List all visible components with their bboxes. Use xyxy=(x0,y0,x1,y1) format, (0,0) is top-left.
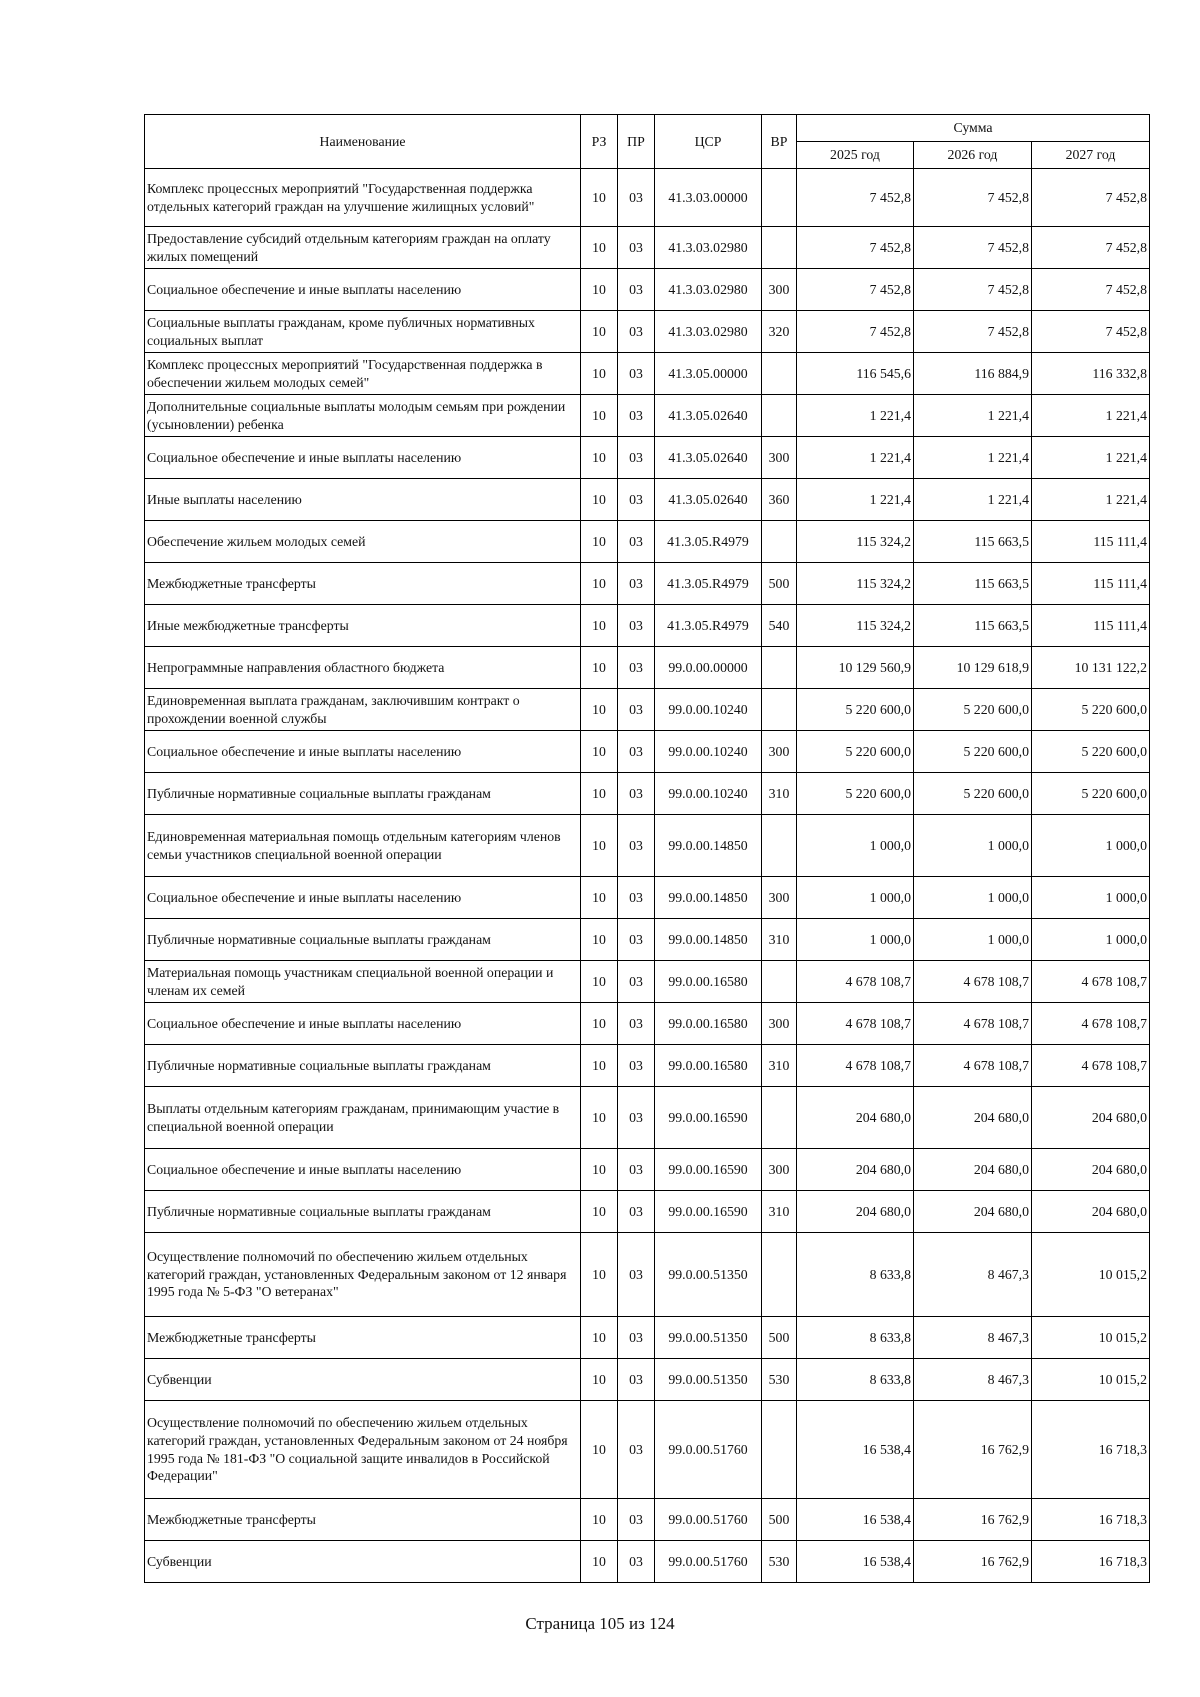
table-row xyxy=(145,919,1150,961)
cell-sum-2027: 16 718,3 xyxy=(1032,1499,1150,1541)
cell-pr: 03 xyxy=(618,1233,655,1317)
cell-name: Выплаты отдельным категориям гражданам, принимающим участие в специальной военной операции xyxy=(145,1087,581,1149)
cell-vr: 310 xyxy=(762,773,797,815)
cell-sum-2025: 116 545,6 xyxy=(797,353,914,395)
header-vr: ВР xyxy=(762,115,797,169)
cell-sum-2025: 16 538,4 xyxy=(797,1499,914,1541)
cell-pr: 03 xyxy=(618,479,655,521)
cell-csr: 99.0.00.14850 xyxy=(655,815,762,877)
cell-csr: 41.3.03.02980 xyxy=(655,269,762,311)
table-row xyxy=(145,815,1150,877)
cell-csr: 99.0.00.10240 xyxy=(655,689,762,731)
cell-sum-2025: 204 680,0 xyxy=(797,1087,914,1149)
cell-sum-2027: 7 452,8 xyxy=(1032,169,1150,227)
cell-vr: 300 xyxy=(762,1003,797,1045)
cell-rz: 10 xyxy=(581,1045,618,1087)
cell-pr: 03 xyxy=(618,1149,655,1191)
cell-sum-2025: 7 452,8 xyxy=(797,311,914,353)
cell-sum-2026: 115 663,5 xyxy=(914,563,1032,605)
cell-sum-2027: 115 111,4 xyxy=(1032,521,1150,563)
cell-sum-2026: 16 762,9 xyxy=(914,1401,1032,1499)
cell-rz: 10 xyxy=(581,395,618,437)
cell-name: Межбюджетные трансферты xyxy=(145,1499,581,1541)
cell-name: Социальное обеспечение и иные выплаты населению xyxy=(145,437,581,479)
table-row xyxy=(145,227,1150,269)
cell-pr: 03 xyxy=(618,647,655,689)
cell-vr xyxy=(762,227,797,269)
cell-pr: 03 xyxy=(618,269,655,311)
cell-sum-2025: 1 000,0 xyxy=(797,919,914,961)
cell-vr xyxy=(762,1233,797,1317)
cell-pr: 03 xyxy=(618,395,655,437)
cell-rz: 10 xyxy=(581,773,618,815)
cell-csr: 41.3.05.02640 xyxy=(655,479,762,521)
cell-name: Иные выплаты населению xyxy=(145,479,581,521)
cell-pr: 03 xyxy=(618,1541,655,1583)
cell-sum-2027: 115 111,4 xyxy=(1032,563,1150,605)
cell-sum-2026: 115 663,5 xyxy=(914,605,1032,647)
cell-sum-2026: 7 452,8 xyxy=(914,269,1032,311)
cell-vr: 300 xyxy=(762,877,797,919)
cell-rz: 10 xyxy=(581,1191,618,1233)
cell-csr: 99.0.00.16580 xyxy=(655,1045,762,1087)
cell-sum-2026: 204 680,0 xyxy=(914,1087,1032,1149)
cell-pr: 03 xyxy=(618,521,655,563)
table-row xyxy=(145,1003,1150,1045)
cell-csr: 99.0.00.14850 xyxy=(655,919,762,961)
cell-sum-2027: 16 718,3 xyxy=(1032,1401,1150,1499)
cell-vr xyxy=(762,353,797,395)
cell-vr xyxy=(762,1401,797,1499)
cell-name: Публичные нормативные социальные выплаты гражданам xyxy=(145,919,581,961)
cell-name: Иные межбюджетные трансферты xyxy=(145,605,581,647)
cell-vr: 310 xyxy=(762,1191,797,1233)
table-row xyxy=(145,521,1150,563)
cell-csr: 99.0.00.16590 xyxy=(655,1149,762,1191)
cell-sum-2025: 5 220 600,0 xyxy=(797,773,914,815)
cell-rz: 10 xyxy=(581,479,618,521)
cell-rz: 10 xyxy=(581,1317,618,1359)
cell-rz: 10 xyxy=(581,731,618,773)
cell-sum-2026: 7 452,8 xyxy=(914,169,1032,227)
cell-csr: 99.0.00.14850 xyxy=(655,877,762,919)
cell-sum-2027: 4 678 108,7 xyxy=(1032,961,1150,1003)
cell-rz: 10 xyxy=(581,1359,618,1401)
cell-vr: 500 xyxy=(762,1499,797,1541)
cell-sum-2025: 10 129 560,9 xyxy=(797,647,914,689)
cell-name: Публичные нормативные социальные выплаты гражданам xyxy=(145,1045,581,1087)
cell-pr: 03 xyxy=(618,1499,655,1541)
cell-sum-2025: 5 220 600,0 xyxy=(797,689,914,731)
cell-csr: 41.3.05.R4979 xyxy=(655,521,762,563)
cell-pr: 03 xyxy=(618,227,655,269)
cell-vr: 310 xyxy=(762,1045,797,1087)
cell-rz: 10 xyxy=(581,1149,618,1191)
cell-sum-2026: 4 678 108,7 xyxy=(914,961,1032,1003)
cell-sum-2027: 115 111,4 xyxy=(1032,605,1150,647)
cell-rz: 10 xyxy=(581,605,618,647)
cell-vr xyxy=(762,815,797,877)
cell-rz: 10 xyxy=(581,1087,618,1149)
cell-csr: 41.3.05.00000 xyxy=(655,353,762,395)
cell-sum-2025: 1 221,4 xyxy=(797,437,914,479)
cell-sum-2027: 10 131 122,2 xyxy=(1032,647,1150,689)
cell-csr: 41.3.05.R4979 xyxy=(655,563,762,605)
table-row xyxy=(145,1317,1150,1359)
cell-csr: 99.0.00.16580 xyxy=(655,961,762,1003)
cell-name: Предоставление субсидий отдельным категориям граждан на оплату жилых помещений xyxy=(145,227,581,269)
cell-sum-2026: 16 762,9 xyxy=(914,1499,1032,1541)
cell-pr: 03 xyxy=(618,1003,655,1045)
cell-sum-2026: 8 467,3 xyxy=(914,1359,1032,1401)
cell-pr: 03 xyxy=(618,1045,655,1087)
table-row xyxy=(145,1149,1150,1191)
cell-csr: 99.0.00.10240 xyxy=(655,773,762,815)
cell-sum-2027: 5 220 600,0 xyxy=(1032,773,1150,815)
cell-sum-2026: 1 000,0 xyxy=(914,877,1032,919)
cell-vr: 300 xyxy=(762,437,797,479)
table-row xyxy=(145,1087,1150,1149)
cell-sum-2025: 8 633,8 xyxy=(797,1359,914,1401)
header-name: Наименование xyxy=(145,115,581,169)
cell-vr xyxy=(762,961,797,1003)
cell-name: Осуществление полномочий по обеспечению жильем отдельных категорий граждан, установленных Федеральным законом от 12 января 1995 года № 5-ФЗ "О ветеранах" xyxy=(145,1233,581,1317)
cell-sum-2026: 1 000,0 xyxy=(914,919,1032,961)
cell-pr: 03 xyxy=(618,815,655,877)
budget-table xyxy=(144,114,1150,1583)
table-body xyxy=(145,169,1150,1583)
cell-csr: 99.0.00.16590 xyxy=(655,1087,762,1149)
table-row xyxy=(145,605,1150,647)
cell-name: Материальная помощь участникам специальной военной операции и членам их семей xyxy=(145,961,581,1003)
cell-vr: 500 xyxy=(762,563,797,605)
header-rz: РЗ xyxy=(581,115,618,169)
cell-sum-2027: 10 015,2 xyxy=(1032,1359,1150,1401)
cell-pr: 03 xyxy=(618,1317,655,1359)
table-row xyxy=(145,1233,1150,1317)
cell-vr: 300 xyxy=(762,731,797,773)
cell-sum-2025: 1 221,4 xyxy=(797,395,914,437)
cell-sum-2026: 5 220 600,0 xyxy=(914,731,1032,773)
header-sum: Сумма xyxy=(797,115,1150,142)
cell-sum-2025: 1 000,0 xyxy=(797,877,914,919)
cell-csr: 99.0.00.51760 xyxy=(655,1401,762,1499)
cell-sum-2026: 10 129 618,9 xyxy=(914,647,1032,689)
cell-sum-2026: 204 680,0 xyxy=(914,1191,1032,1233)
cell-sum-2027: 5 220 600,0 xyxy=(1032,689,1150,731)
table-row xyxy=(145,437,1150,479)
cell-sum-2025: 7 452,8 xyxy=(797,269,914,311)
cell-sum-2027: 4 678 108,7 xyxy=(1032,1045,1150,1087)
cell-csr: 41.3.05.02640 xyxy=(655,395,762,437)
cell-csr: 99.0.00.16580 xyxy=(655,1003,762,1045)
cell-rz: 10 xyxy=(581,269,618,311)
cell-sum-2027: 4 678 108,7 xyxy=(1032,1003,1150,1045)
cell-sum-2027: 7 452,8 xyxy=(1032,269,1150,311)
cell-rz: 10 xyxy=(581,437,618,479)
cell-pr: 03 xyxy=(618,353,655,395)
table-row xyxy=(145,647,1150,689)
cell-sum-2027: 1 221,4 xyxy=(1032,437,1150,479)
cell-name: Социальное обеспечение и иные выплаты населению xyxy=(145,1149,581,1191)
cell-sum-2025: 115 324,2 xyxy=(797,563,914,605)
cell-rz: 10 xyxy=(581,353,618,395)
header-row-top xyxy=(145,115,1150,142)
cell-name: Дополнительные социальные выплаты молодым семьям при рождении (усыновлении) ребенка xyxy=(145,395,581,437)
cell-vr xyxy=(762,647,797,689)
cell-vr: 530 xyxy=(762,1359,797,1401)
cell-sum-2027: 7 452,8 xyxy=(1032,227,1150,269)
cell-name: Публичные нормативные социальные выплаты гражданам xyxy=(145,1191,581,1233)
table-row xyxy=(145,731,1150,773)
cell-sum-2026: 115 663,5 xyxy=(914,521,1032,563)
cell-vr: 500 xyxy=(762,1317,797,1359)
cell-sum-2026: 204 680,0 xyxy=(914,1149,1032,1191)
cell-pr: 03 xyxy=(618,877,655,919)
cell-rz: 10 xyxy=(581,311,618,353)
cell-sum-2025: 4 678 108,7 xyxy=(797,961,914,1003)
cell-pr: 03 xyxy=(618,1087,655,1149)
cell-sum-2025: 7 452,8 xyxy=(797,227,914,269)
cell-csr: 41.3.03.02980 xyxy=(655,227,762,269)
cell-sum-2027: 1 221,4 xyxy=(1032,479,1150,521)
cell-rz: 10 xyxy=(581,1233,618,1317)
cell-name: Социальное обеспечение и иные выплаты населению xyxy=(145,731,581,773)
cell-name: Социальное обеспечение и иные выплаты населению xyxy=(145,269,581,311)
cell-rz: 10 xyxy=(581,1401,618,1499)
cell-rz: 10 xyxy=(581,1003,618,1045)
cell-vr xyxy=(762,689,797,731)
cell-sum-2026: 8 467,3 xyxy=(914,1233,1032,1317)
cell-name: Субвенции xyxy=(145,1541,581,1583)
table-row xyxy=(145,1541,1150,1583)
cell-sum-2026: 5 220 600,0 xyxy=(914,689,1032,731)
cell-sum-2025: 115 324,2 xyxy=(797,605,914,647)
table-row xyxy=(145,311,1150,353)
cell-sum-2025: 8 633,8 xyxy=(797,1317,914,1359)
cell-sum-2027: 1 221,4 xyxy=(1032,395,1150,437)
header-csr: ЦСР xyxy=(655,115,762,169)
cell-vr: 300 xyxy=(762,1149,797,1191)
cell-sum-2026: 7 452,8 xyxy=(914,311,1032,353)
cell-csr: 99.0.00.51760 xyxy=(655,1541,762,1583)
cell-sum-2027: 10 015,2 xyxy=(1032,1233,1150,1317)
cell-name: Публичные нормативные социальные выплаты гражданам xyxy=(145,773,581,815)
cell-pr: 03 xyxy=(618,605,655,647)
cell-name: Обеспечение жильем молодых семей xyxy=(145,521,581,563)
cell-vr: 320 xyxy=(762,311,797,353)
cell-rz: 10 xyxy=(581,563,618,605)
cell-sum-2026: 5 220 600,0 xyxy=(914,773,1032,815)
cell-sum-2027: 7 452,8 xyxy=(1032,311,1150,353)
cell-sum-2026: 1 221,4 xyxy=(914,395,1032,437)
cell-pr: 03 xyxy=(618,919,655,961)
cell-sum-2027: 16 718,3 xyxy=(1032,1541,1150,1583)
header-pr: ПР xyxy=(618,115,655,169)
cell-name: Комплекс процессных мероприятий "Государственная поддержка в обеспечении жильем молодых семей" xyxy=(145,353,581,395)
cell-csr: 99.0.00.51350 xyxy=(655,1233,762,1317)
table-row xyxy=(145,1045,1150,1087)
table-row xyxy=(145,395,1150,437)
cell-name: Субвенции xyxy=(145,1359,581,1401)
cell-sum-2025: 16 538,4 xyxy=(797,1401,914,1499)
cell-vr: 530 xyxy=(762,1541,797,1583)
cell-rz: 10 xyxy=(581,689,618,731)
cell-rz: 10 xyxy=(581,815,618,877)
cell-sum-2026: 16 762,9 xyxy=(914,1541,1032,1583)
cell-rz: 10 xyxy=(581,647,618,689)
cell-sum-2026: 4 678 108,7 xyxy=(914,1003,1032,1045)
cell-sum-2026: 4 678 108,7 xyxy=(914,1045,1032,1087)
table-row xyxy=(145,169,1150,227)
cell-name: Комплекс процессных мероприятий "Государственная поддержка отдельных категорий граждан на улучшение жилищных условий" xyxy=(145,169,581,227)
cell-sum-2027: 5 220 600,0 xyxy=(1032,731,1150,773)
budget-sheet xyxy=(144,114,1149,1583)
table-row xyxy=(145,353,1150,395)
cell-sum-2025: 204 680,0 xyxy=(797,1191,914,1233)
cell-vr: 360 xyxy=(762,479,797,521)
cell-csr: 41.3.05.02640 xyxy=(655,437,762,479)
cell-pr: 03 xyxy=(618,773,655,815)
cell-csr: 99.0.00.51350 xyxy=(655,1359,762,1401)
cell-sum-2027: 1 000,0 xyxy=(1032,877,1150,919)
cell-csr: 41.3.03.00000 xyxy=(655,169,762,227)
cell-sum-2026: 1 000,0 xyxy=(914,815,1032,877)
cell-pr: 03 xyxy=(618,1401,655,1499)
cell-csr: 99.0.00.51760 xyxy=(655,1499,762,1541)
cell-name: Непрограммные направления областного бюджета xyxy=(145,647,581,689)
cell-rz: 10 xyxy=(581,227,618,269)
cell-rz: 10 xyxy=(581,919,618,961)
cell-vr: 300 xyxy=(762,269,797,311)
cell-csr: 99.0.00.16590 xyxy=(655,1191,762,1233)
cell-rz: 10 xyxy=(581,1499,618,1541)
cell-pr: 03 xyxy=(618,731,655,773)
cell-name: Межбюджетные трансферты xyxy=(145,563,581,605)
table-row xyxy=(145,563,1150,605)
header-year-2025: 2025 год xyxy=(797,142,914,169)
cell-sum-2027: 1 000,0 xyxy=(1032,815,1150,877)
cell-csr: 41.3.03.02980 xyxy=(655,311,762,353)
cell-rz: 10 xyxy=(581,877,618,919)
cell-rz: 10 xyxy=(581,169,618,227)
cell-name: Социальное обеспечение и иные выплаты населению xyxy=(145,1003,581,1045)
cell-name: Единовременная материальная помощь отдельным категориям членов семьи участников специальной военной операции xyxy=(145,815,581,877)
cell-rz: 10 xyxy=(581,1541,618,1583)
table-row xyxy=(145,877,1150,919)
cell-sum-2025: 7 452,8 xyxy=(797,169,914,227)
cell-rz: 10 xyxy=(581,961,618,1003)
cell-sum-2027: 204 680,0 xyxy=(1032,1087,1150,1149)
table-row xyxy=(145,689,1150,731)
cell-sum-2025: 8 633,8 xyxy=(797,1233,914,1317)
cell-csr: 41.3.05.R4979 xyxy=(655,605,762,647)
table-row xyxy=(145,1359,1150,1401)
cell-rz: 10 xyxy=(581,521,618,563)
cell-vr xyxy=(762,521,797,563)
cell-pr: 03 xyxy=(618,437,655,479)
cell-sum-2026: 7 452,8 xyxy=(914,227,1032,269)
header-year-2027: 2027 год xyxy=(1032,142,1150,169)
cell-sum-2027: 116 332,8 xyxy=(1032,353,1150,395)
cell-pr: 03 xyxy=(618,1191,655,1233)
cell-name: Социальные выплаты гражданам, кроме публичных нормативных социальных выплат xyxy=(145,311,581,353)
cell-sum-2026: 1 221,4 xyxy=(914,479,1032,521)
cell-pr: 03 xyxy=(618,563,655,605)
cell-sum-2025: 115 324,2 xyxy=(797,521,914,563)
table-row xyxy=(145,1499,1150,1541)
table-row xyxy=(145,961,1150,1003)
page-number: Страница 105 из 124 xyxy=(525,1614,675,1633)
cell-sum-2025: 204 680,0 xyxy=(797,1149,914,1191)
cell-sum-2026: 116 884,9 xyxy=(914,353,1032,395)
cell-vr xyxy=(762,395,797,437)
cell-csr: 99.0.00.00000 xyxy=(655,647,762,689)
cell-pr: 03 xyxy=(618,311,655,353)
cell-name: Межбюджетные трансферты xyxy=(145,1317,581,1359)
cell-name: Социальное обеспечение и иные выплаты населению xyxy=(145,877,581,919)
header-year-2026: 2026 год xyxy=(914,142,1032,169)
table-row xyxy=(145,269,1150,311)
cell-pr: 03 xyxy=(618,1359,655,1401)
cell-pr: 03 xyxy=(618,169,655,227)
cell-sum-2025: 4 678 108,7 xyxy=(797,1045,914,1087)
cell-sum-2025: 1 221,4 xyxy=(797,479,914,521)
table-row xyxy=(145,479,1150,521)
cell-name: Осуществление полномочий по обеспечению жильем отдельных категорий граждан, установленных Федеральным законом от 24 ноября 1995 года № 181-ФЗ "О социальной защите инвалидов в Российской Федерации" xyxy=(145,1401,581,1499)
cell-sum-2026: 8 467,3 xyxy=(914,1317,1032,1359)
cell-sum-2025: 1 000,0 xyxy=(797,815,914,877)
cell-vr: 540 xyxy=(762,605,797,647)
cell-sum-2025: 16 538,4 xyxy=(797,1541,914,1583)
table-row xyxy=(145,773,1150,815)
cell-pr: 03 xyxy=(618,961,655,1003)
table-row xyxy=(145,1401,1150,1499)
cell-vr: 310 xyxy=(762,919,797,961)
cell-vr xyxy=(762,169,797,227)
cell-sum-2027: 1 000,0 xyxy=(1032,919,1150,961)
cell-csr: 99.0.00.51350 xyxy=(655,1317,762,1359)
cell-vr xyxy=(762,1087,797,1149)
cell-sum-2025: 4 678 108,7 xyxy=(797,1003,914,1045)
cell-sum-2027: 204 680,0 xyxy=(1032,1191,1150,1233)
cell-sum-2027: 204 680,0 xyxy=(1032,1149,1150,1191)
cell-name: Единовременная выплата гражданам, заключившим контракт о прохождении военной службы xyxy=(145,689,581,731)
cell-csr: 99.0.00.10240 xyxy=(655,731,762,773)
table-row xyxy=(145,1191,1150,1233)
cell-sum-2027: 10 015,2 xyxy=(1032,1317,1150,1359)
cell-sum-2026: 1 221,4 xyxy=(914,437,1032,479)
cell-sum-2025: 5 220 600,0 xyxy=(797,731,914,773)
cell-pr: 03 xyxy=(618,689,655,731)
